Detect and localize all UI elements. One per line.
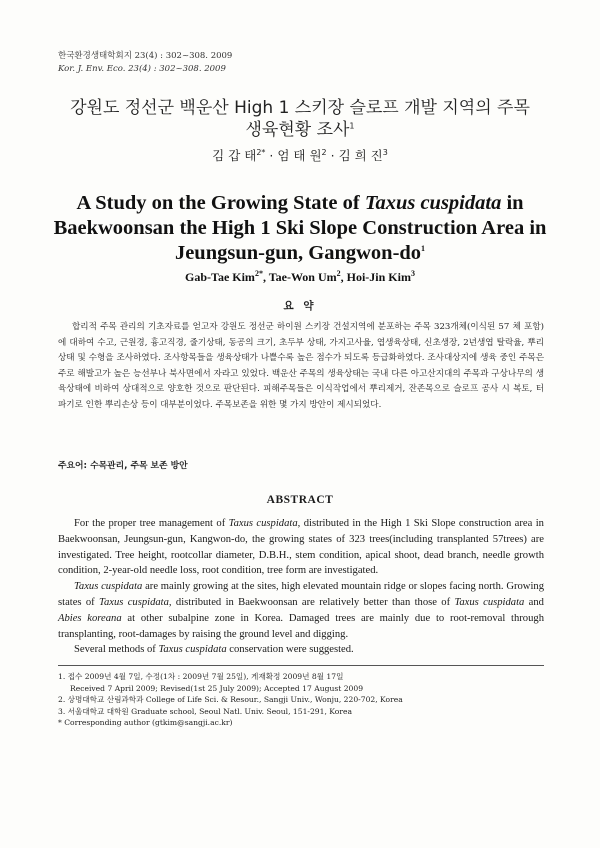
abstract-text: distributed in Baekwoonsan are relatively better than those of: [171, 596, 455, 608]
journal-header: [58, 50, 232, 76]
abstract-species: Taxus cuspidata: [74, 581, 143, 593]
abstract-species: Taxus cuspidata,: [99, 596, 172, 608]
kr-author-3-mark: 3: [382, 147, 388, 157]
en-author-3: , Hoi-Jin Kim: [340, 270, 411, 284]
footnote-3: 3. 서울대학교 대학원 Graduate school, Seoul Natl. Univ. Seoul, 151-291, Korea: [58, 706, 352, 716]
english-abstract-heading: ABSTRACT: [266, 494, 334, 506]
english-title-part: in: [501, 192, 524, 214]
kr-author-1-mark: 2*: [256, 147, 266, 157]
abstract-text: are mainly growing at the sites, high elevated mountain ridge or slopes facing north. Growing states of: [58, 581, 544, 608]
abstract-species: Taxus cuspidata,: [228, 518, 301, 529]
english-title-line3-wrap: [40, 241, 560, 266]
en-author-1-mark: 2*: [254, 269, 263, 278]
en-author-3-mark: 3: [410, 269, 415, 278]
abstract-species: Taxus cuspidata: [158, 644, 227, 656]
footnotes: [58, 671, 548, 729]
english-title-line1: [40, 191, 560, 216]
en-author-1: Gab-Tae Kim: [185, 270, 255, 284]
kr-author-sep: ·: [265, 148, 278, 163]
english-authors: [40, 270, 560, 285]
kr-author-3: 김 희 진: [338, 148, 383, 163]
english-title-footnote-mark: 1: [421, 244, 426, 254]
korean-abstract-heading: 요 약: [283, 300, 317, 312]
abstract-text: and: [524, 596, 544, 608]
english-title-species: Taxus cuspidata: [364, 192, 502, 214]
en-author-2: , Tae-Won Um: [262, 270, 337, 284]
footnote-1-english: Received 7 April 2009; Revised(1st 25 July 2009); Accepted 17 August 2009: [70, 683, 364, 693]
abstract-species: Abies koreana: [58, 612, 122, 624]
kr-author-2-mark: 2: [321, 147, 327, 157]
korean-authors: [40, 146, 560, 164]
english-title-line2: Baekwoonsan the High 1 Ski Slope Construction Area in: [53, 217, 547, 239]
footnote-1: 1. 접수 2009년 4월 7일, 수정(1차 : 2009년 7월 25일), 게재확정 2009년 8월 17일: [58, 672, 344, 681]
english-title: [40, 191, 560, 266]
korean-abstract-body: 합리적 주목 관리의 기초자료를 얻고자 강원도 정선군 하이원 스키장 건설지역에 분포하는 주목 323개체(이식된 57 체 포함)에 대하여 수고, 근원경, 흉고직경, 줄기상태, 동공의 크기, 초두부 상태, 가지고사율, 엽생육상태, 신초생장, 2년생엽 탈락율, 뿌리상태 및 수형을 조사하였다. 조사항목들을 생육상태가 나쁠수록 높은 점수가 되도록 등급화하였다. 조사대상지에 생육 중인 주목은 주로 해발고가 높은 능선부나 북사면에서 자라고 있었다. 백운산 주목의 생육상태는 국내 다른 아고산지대의 주목과 구상나무의 생육상태에 비하여 상대적으로 양호한 것으로 판단된다. 피해주목들은 이식작업에서 뿌리제거, 잔존목으로 슬로프 공사 시 복토, 터파기로 인한 뿌리손상 등이 대부분이었다. 주목보존을 위한 몇 가지 방안이 제시되었다.: [58, 322, 544, 410]
english-abstract-paragraph-3: [58, 642, 544, 658]
english-abstract-paragraph-2: [58, 579, 544, 642]
korean-title: [40, 97, 560, 141]
korean-title-line2-wrap: [40, 119, 560, 141]
abstract-text: For the proper tree management of: [74, 518, 229, 529]
kr-author-sep: ·: [326, 148, 339, 163]
journal-citation-en: Kor. J. Env. Eco. 23(4) : 302~308. 2009: [58, 64, 226, 74]
abstract-text: Several methods of: [74, 644, 159, 656]
abstract-species: Taxus cuspidata: [454, 596, 525, 608]
en-author-2-mark: 2: [336, 269, 341, 278]
kr-author-2: 엄 태 원: [277, 148, 322, 163]
abstract-text: at other subalpine zone in Korea. Damaged trees are mainly due to root-removal through transplanting, root-damages by raising the ground level and digging.: [58, 612, 544, 640]
journal-citation-kr: 한국환경생태학회지 23(4) : 302~308. 2009: [58, 51, 233, 61]
abstract-text: conservation were suggested.: [226, 644, 354, 656]
english-abstract-paragraph-1: [58, 516, 544, 579]
korean-title-line2: 생육현황 조사: [245, 120, 350, 140]
kr-author-1: 김 갑 태: [212, 148, 257, 163]
english-title-line3: Jeungsun-gun, Gangwon-do: [174, 242, 422, 264]
korean-title-line1: 강원도 정선군 백운산 High 1 스키장 슬로프 개발 지역의 주목: [70, 98, 530, 118]
korean-abstract: [58, 320, 544, 414]
footnote-2: 2. 상명대학교 산림과학과 College of Life Sci. & Resour., Sangji Univ., Wonju, 220-702, Korea: [58, 695, 403, 705]
korean-title-footnote-mark: 1: [349, 121, 355, 131]
korean-keywords: 주요어: 수목관리, 주목 보존 방안: [58, 461, 188, 471]
abstract-text: distributed in the High 1 Ski Slope construction area in Baekwoonsan, Jeungsun-gun, Kangwon-do, the growing states of 323 trees(including transplanted 57trees) are investigated. Tree height, rootcollar diameter, D.B.H., stem condition, apical shoot, dead branch, needle growth condition, 2-year-old needle loss, root condition, tree form are investigated.: [58, 518, 544, 577]
english-title-part: A Study on the Growing State of: [76, 192, 365, 214]
footnote-corresponding: * Corresponding author (gtkim@sangji.ac.kr): [58, 718, 233, 728]
english-abstract: [58, 516, 544, 658]
footnote-divider: [58, 665, 544, 666]
